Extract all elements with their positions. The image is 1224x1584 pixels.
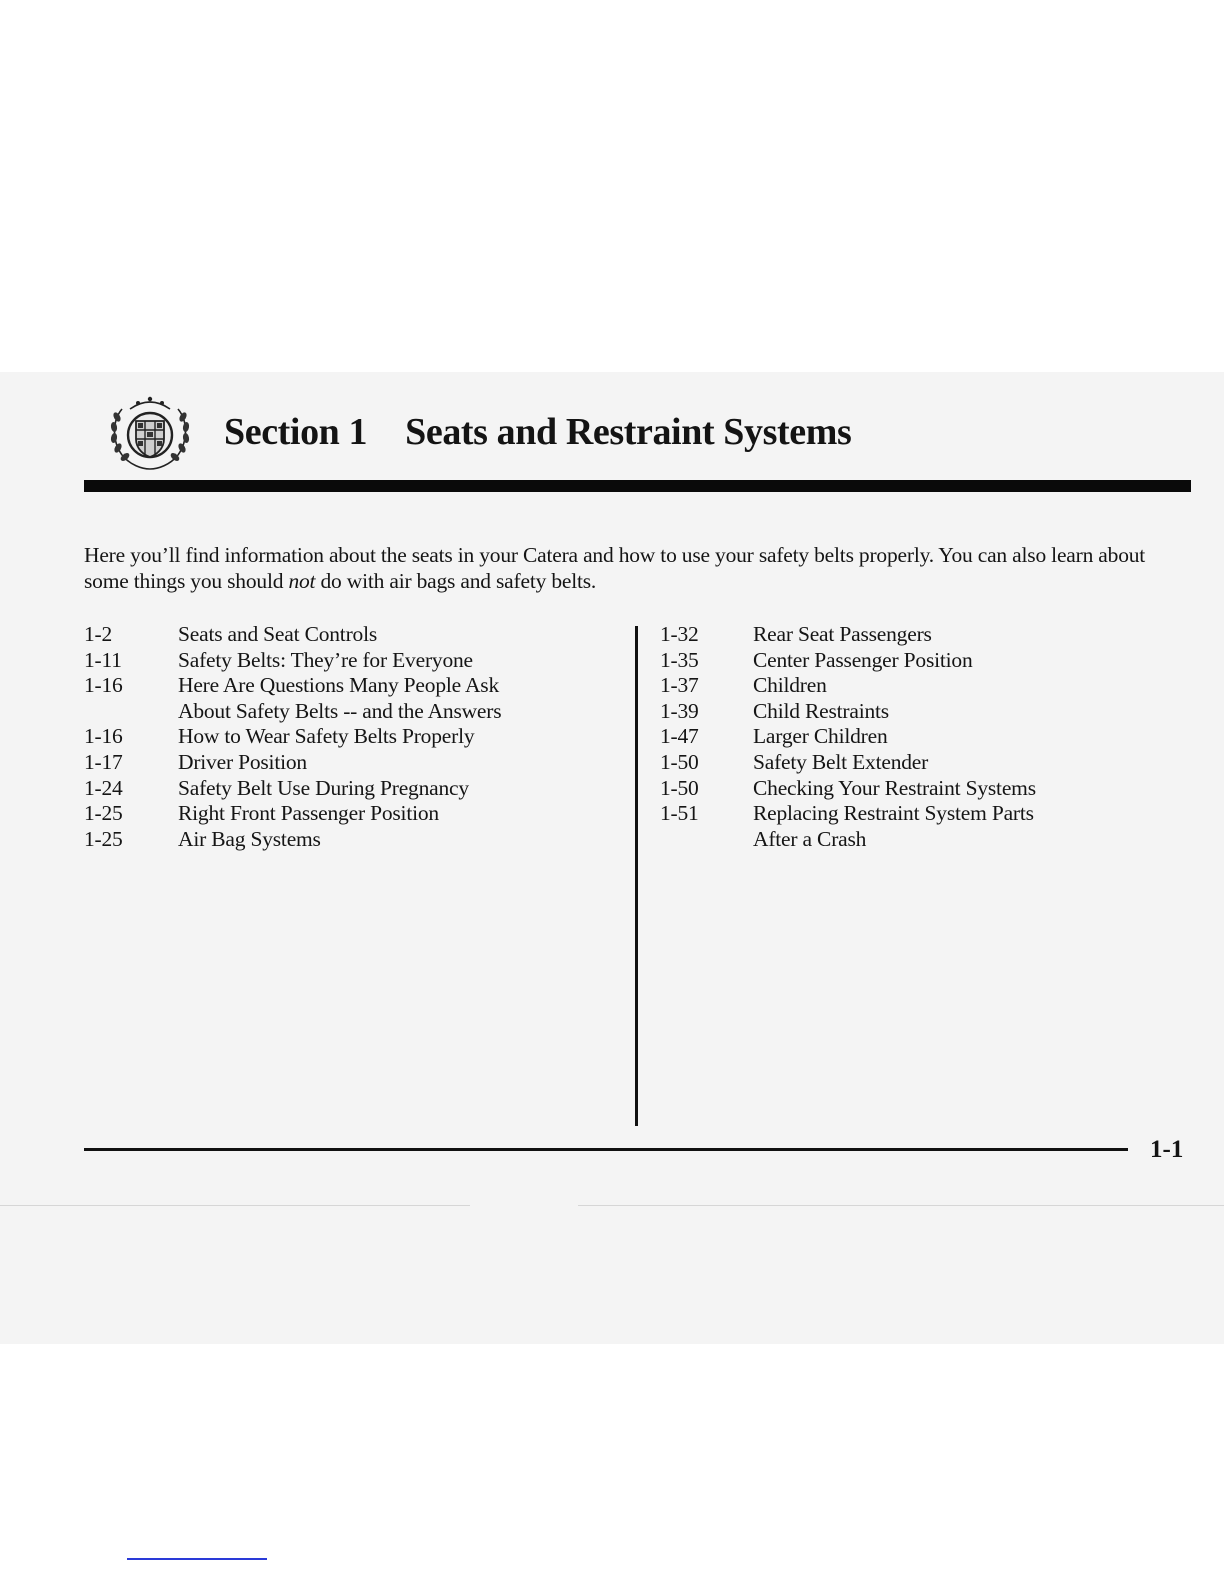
heading-rule bbox=[84, 480, 1191, 492]
intro-emphasis: not bbox=[288, 569, 316, 593]
toc-page-number: 1-47 bbox=[660, 724, 699, 749]
toc-entry-title: After a Crash bbox=[753, 826, 867, 851]
toc-entry[interactable] bbox=[660, 776, 1180, 802]
toc-page-number bbox=[660, 827, 753, 853]
section-label: Section 1 bbox=[224, 411, 368, 453]
toc-entry-title: How to Wear Safety Belts Properly bbox=[178, 724, 475, 749]
toc-entry-title: Center Passenger Position bbox=[753, 647, 973, 672]
toc-page-number: 1-25 bbox=[84, 826, 123, 851]
toc-page-number: 1-25 bbox=[84, 801, 123, 826]
toc-entry-title: Rear Seat Passengers bbox=[753, 622, 932, 646]
toc-page-number: 1-2 bbox=[84, 622, 113, 646]
toc-entry[interactable] bbox=[660, 673, 1180, 699]
toc-entry-title: Here Are Questions Many People Ask bbox=[178, 673, 500, 698]
toc-entry[interactable] bbox=[84, 750, 624, 776]
toc-entry-title: Children bbox=[753, 673, 827, 698]
toc-page-number: 1-39 bbox=[660, 698, 699, 723]
toc-left-column bbox=[84, 622, 624, 852]
page-content-area bbox=[0, 372, 1224, 1344]
toc-entry[interactable] bbox=[84, 724, 624, 750]
toc-entry[interactable] bbox=[660, 622, 1180, 648]
scan-edge-line bbox=[0, 1205, 470, 1206]
toc-entry-title: Child Restraints bbox=[753, 698, 889, 723]
footer-rule bbox=[84, 1148, 1128, 1151]
toc-entry-continuation[interactable] bbox=[660, 827, 1180, 853]
toc-entry-title: Safety Belts: They’re for Everyone bbox=[178, 647, 473, 672]
toc-entry[interactable] bbox=[84, 801, 624, 827]
section-title: Seats and Restraint Systems bbox=[405, 411, 852, 453]
toc-page-number bbox=[84, 699, 178, 725]
toc-page-number: 1-16 bbox=[84, 673, 123, 698]
intro-paragraph bbox=[84, 542, 1184, 594]
toc-entry-continuation[interactable] bbox=[84, 699, 624, 725]
intro-text-after: do with air bags and safety belts. bbox=[315, 569, 597, 593]
toc-entry[interactable] bbox=[660, 724, 1180, 750]
toc-page-number: 1-35 bbox=[660, 647, 699, 672]
toc-page-number: 1-17 bbox=[84, 749, 123, 774]
toc-right-column bbox=[660, 622, 1180, 852]
toc-entry[interactable] bbox=[84, 827, 624, 853]
toc-entry[interactable] bbox=[660, 801, 1180, 827]
toc-page-number: 1-16 bbox=[84, 724, 123, 749]
toc-entry[interactable] bbox=[84, 776, 624, 802]
section-heading bbox=[224, 407, 851, 457]
toc-entry[interactable] bbox=[660, 648, 1180, 674]
toc-entry-title: About Safety Belts -- and the Answers bbox=[178, 698, 502, 723]
toc-entry-title: Checking Your Restraint Systems bbox=[753, 775, 1036, 800]
intro-text-before: Here you’ll find information about the seats in your Catera and how to use your safety belts properly. You can also learn about some things you should bbox=[84, 543, 1146, 593]
toc-page-number: 1-50 bbox=[660, 775, 699, 800]
link-underline[interactable] bbox=[127, 1558, 267, 1560]
toc-page-number: 1-50 bbox=[660, 749, 699, 774]
toc-page-number: 1-37 bbox=[660, 673, 699, 698]
toc-page-number: 1-51 bbox=[660, 801, 699, 826]
toc-entry-title: Larger Children bbox=[753, 724, 888, 749]
page-number: 1-1 bbox=[1150, 1136, 1184, 1163]
toc-entry[interactable] bbox=[84, 622, 624, 648]
toc-entry-title: Safety Belt Extender bbox=[753, 749, 929, 774]
toc-entry-title: Right Front Passenger Position bbox=[178, 801, 439, 826]
toc-entry-title: Replacing Restraint System Parts bbox=[753, 801, 1034, 826]
toc-entry-title: Safety Belt Use During Pregnancy bbox=[178, 775, 469, 800]
cadillac-crest-icon bbox=[108, 393, 192, 473]
column-divider bbox=[635, 626, 638, 1126]
toc-entry[interactable] bbox=[84, 673, 624, 699]
toc-entry-title: Seats and Seat Controls bbox=[178, 622, 378, 646]
toc-entry[interactable] bbox=[660, 750, 1180, 776]
toc-entry-title: Driver Position bbox=[178, 749, 307, 774]
toc-entry[interactable] bbox=[84, 648, 624, 674]
toc-page-number: 1-24 bbox=[84, 775, 123, 800]
scan-edge-line bbox=[578, 1205, 1224, 1206]
toc-page-number: 1-32 bbox=[660, 622, 699, 646]
toc-entry-title: Air Bag Systems bbox=[178, 826, 321, 851]
toc-entry[interactable] bbox=[660, 699, 1180, 725]
toc-page-number: 1-11 bbox=[84, 647, 122, 672]
